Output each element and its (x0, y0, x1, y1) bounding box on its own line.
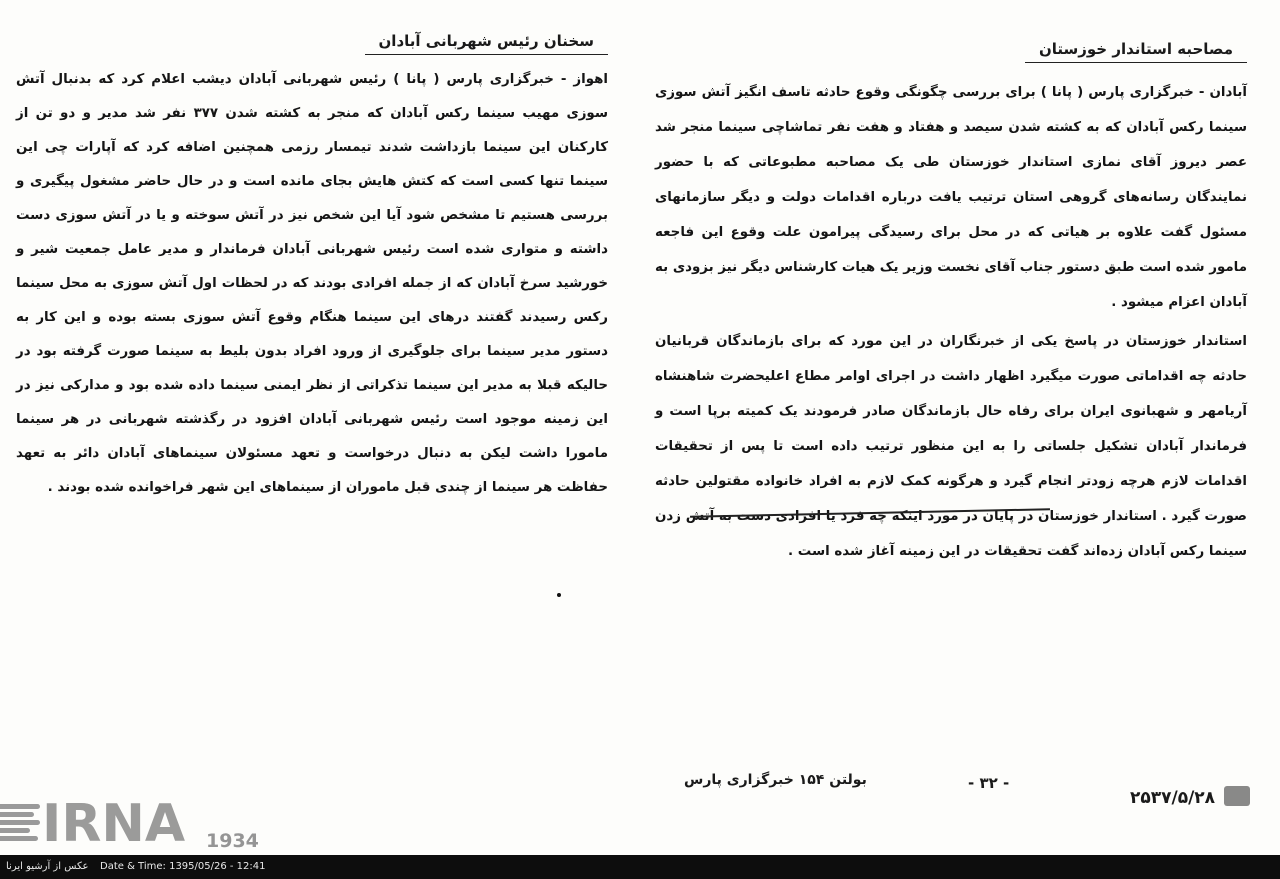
stray-ink-dot (557, 593, 561, 597)
footer-date-stamp: ۲۵۳۷/۵/۲۸ (1130, 788, 1216, 808)
irna-logo-stripes-icon (0, 804, 44, 848)
right-article-paragraph-1: آبادان - خبرگزاری پارس ( پانا ) برای بررسی چگونگی وقوع حادثه تاسف انگیز آتش سوزی سینما رکس آبادان که به کشته شدن سیصد و هفتاد و هفت نفر تماشاچی سینما منجر شد عصر دیروز آقای نمازی استاندار خوزستان طی یک مصاحبه مطبوعاتی که با حضور نمایندگان رسانه‌های گروهی استان ترتیب یافت درباره اقدامات دولت و دیگر سازمانهای مسئول گفت علاوه بر هیاتی که در محل برای رسیدگی پیرامون علت وقوع این فاجعه مامور شده است طبق دستور جناب آقای نخست وزیر یک هیات کارشناس دیگر نیز بزودی به آبادان اعزام میشود . (655, 85, 1247, 310)
footer-bulletin-label: بولتن ۱۵۴ خبرگزاری پارس (684, 772, 867, 788)
left-article-paragraph-1: اهواز - خبرگزاری پارس ( پانا ) رئیس شهربانی آبادان دیشب اعلام کرد که بدنبال آتش سوزی مهیب سینما رکس آبادان که منجر به کشته شدن ۳۷۷ نفر شد مدیر و دو تن از کارکنان این سینما بازداشت شدند تیمسار رزمی همچنین اضافه کرد که آپارات چی این سینما تنها کسی است که کتش هایش بجای مانده است و در حال حاضر مشغول پیگیری و بررسی هستیم تا مشخص شود آیا این شخص نیز در آتش سوخته و یا در آتش سوزی دست داشته و متواری شده است رئیس شهربانی آبادان فرماندار و مدیر عامل جمعیت شیر و خورشید سرخ آبادان که از جمله افرادی بودند که در لحظات اول آتش سوزی به محل سینما رکس رسیدند گفتند درهای این سینما هنگام وقوع آتش سوزی بسته بوده و این کار به دستور مدیر سینما برای جلوگیری از ورود افراد بدون بلیط به سینما صورت گرفته بود در حالیکه قبلا به مدیر این سینما تذکراتی از نظر ایمنی سینما داده شده بود و مدارکی نیز در این زمینه موجود است رئیس شهربانی آبادان افزود در رگذشته شهربانی در هر سینما مامورا داشت لیکن به دنبال درخواست و تعهد مسئولان سینماهای آبادان دائر به تعهد حفاظت هر سینما از چندی قبل ماموران از سینماهای این شهر فراخوانده شده بودند . (16, 72, 608, 495)
right-article-paragraph-2: استاندار خوزستان در پاسخ یکی از خبرنگاران در این مورد که برای بازماندگان قربانیان حادثه چه اقداماتی صورت میگیرد اظهار داشت در اجرای اوامر مطاع اعلیحضرت شاهنشاه آریامهر و شهبانوی ایران برای رفاه حال بازماندگان صادر فرمودند یک کمیته برپا است و فرماندار آبادان تشکیل جلساتی را به این منظور ترتیب داده است تا پس از تحقیقات اقدامات لازم هرچه زودتر انجام گیرد و هرگونه کمک لازم به افراد خانواده مقتولین حادثه صورت گیرد . استاندار خوزستان در پایان در مورد اینکه چه فرد یا افرادی دست به آتش زدن سینما رکس آبادان زده‌اند گفت تحقیقات در این زمینه آغاز شده است . (655, 334, 1247, 559)
right-article-heading: مصاحبه استاندار خوزستان (1025, 36, 1247, 63)
irna-watermark-logo (0, 794, 280, 855)
archive-credit-label: عکس از آرشیو ایرنا (6, 861, 89, 872)
left-article-heading: سخنان رئیس شهربانی آبادان (365, 28, 609, 55)
irna-logo-year: 1934 (206, 830, 259, 852)
date-ink-smudge (1224, 786, 1250, 806)
footer-page-number: - ۳۲ - (968, 774, 1010, 792)
capture-datetime-label: Date & Time: 1395/05/26 - 12:41 (100, 861, 266, 872)
left-column-article (16, 28, 608, 505)
irna-logo-wordmark: IRNA (42, 794, 186, 854)
photo-caption-bar (0, 855, 1280, 879)
right-column-article (655, 36, 1247, 569)
